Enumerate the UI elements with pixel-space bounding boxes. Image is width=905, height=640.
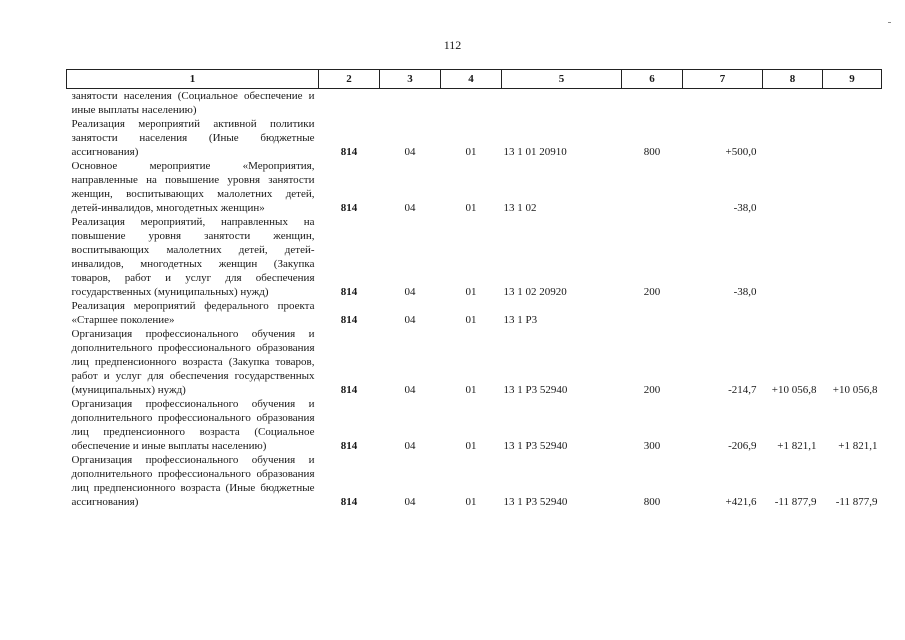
grbs-code-cell: 814 [340, 496, 358, 508]
expense-type-cell [622, 159, 683, 215]
grbs-code-cell [319, 89, 380, 118]
target-article-cell: 13 1 P3 52940 [503, 496, 568, 508]
expense-type-cell [622, 89, 683, 118]
section-code-cell: 04 [404, 202, 416, 214]
subsection-code-cell: 01 [465, 146, 477, 158]
grbs-code-cell: 814 [340, 146, 358, 158]
grbs-code-cell: 814 [340, 314, 358, 326]
table-row [67, 299, 882, 327]
amount-col7-cell [683, 89, 763, 118]
grbs-code-cell: 814 [340, 286, 358, 298]
table-row [67, 117, 882, 159]
subsection-code-cell: 01 [465, 496, 477, 508]
expense-type-cell [622, 299, 683, 327]
section-code-cell: 04 [404, 440, 416, 452]
target-article-cell: 13 1 P3 [503, 314, 538, 326]
section-code-cell: 04 [404, 314, 416, 326]
header-cell: 6 [622, 70, 683, 89]
row-name-cell: Реализация мероприятий федерального проекта «Старшее поколение» [71, 300, 315, 326]
grbs-code-cell: 814 [340, 202, 358, 214]
subsection-code-cell: 01 [465, 202, 477, 214]
expense-type-cell: 800 [643, 146, 661, 158]
amount-col8-cell [763, 89, 823, 118]
table-row [67, 215, 882, 299]
table-row [67, 397, 882, 453]
subsection-code-cell: 01 [465, 440, 477, 452]
amount-col8-cell: +10 056,8 [771, 384, 817, 396]
section-code-cell [380, 89, 441, 118]
row-name-cell: занятости населения (Социальное обеспечение и иные выплаты населению) [71, 90, 315, 116]
amount-col8-cell: -11 877,9 [774, 496, 817, 508]
header-cell: 3 [380, 70, 441, 89]
grbs-code-cell: 814 [340, 384, 358, 396]
row-name-cell: Реализация мероприятий активной политики занятости населения (Иные бюджетные ассигнования) [71, 118, 315, 158]
header-cell: 5 [502, 70, 622, 89]
amount-col9-cell [823, 299, 882, 327]
row-name-cell: Организация профессионального обучения и дополнительного профессионального образования лиц предпенсионного возраста (Иные бюджетные ассигнования) [71, 454, 315, 508]
expense-type-cell: 200 [643, 384, 661, 396]
amount-col9-cell [823, 117, 882, 159]
expense-type-cell: 200 [643, 286, 661, 298]
amount-col7-cell: +421,6 [725, 496, 757, 508]
amount-col9-cell [823, 89, 882, 118]
table-row [67, 89, 882, 118]
amount-col7-cell: -214,7 [728, 384, 757, 396]
row-name-cell: Организация профессионального обучения и дополнительного профессионального образования лиц предпенсионного возраста (Социальное обеспечение и иные выплаты населению) [71, 398, 315, 452]
header-cell: 4 [441, 70, 502, 89]
header-cell: 8 [763, 70, 823, 89]
subsection-code-cell: 01 [465, 384, 477, 396]
grbs-code-cell: 814 [340, 440, 358, 452]
header-cell: 7 [683, 70, 763, 89]
target-article-cell: 13 1 P3 52940 [503, 384, 568, 396]
target-article-cell: 13 1 P3 52940 [503, 440, 568, 452]
amount-col7-cell: -206,9 [728, 440, 757, 452]
target-article-cell: 13 1 01 20910 [503, 146, 567, 158]
table-row [67, 327, 882, 397]
amount-col7-cell: +500,0 [725, 146, 757, 158]
section-code-cell: 04 [404, 146, 416, 158]
subsection-code-cell: 01 [465, 314, 477, 326]
expense-type-cell: 300 [643, 440, 661, 452]
page-number: 112 [443, 38, 462, 52]
row-name-cell: Реализация мероприятий, направленных на повышение уровня занятости женщин, воспитывающих малолетних детей, детей-инвалидов, многодетных женщин (Закупка товаров, работ и услуг для обеспечения государственных (муниципальных) нужд) [71, 216, 315, 298]
amount-col9-cell [823, 215, 882, 299]
amount-col7-cell: -38,0 [733, 202, 757, 214]
amount-col8-cell [763, 215, 823, 299]
header-cell: 2 [319, 70, 380, 89]
section-code-cell: 04 [404, 384, 416, 396]
row-name-cell: Основное мероприятие «Мероприятия, направленные на повышение уровня занятости женщин, воспитывающих малолетних детей, детей-инвалидов, многодетных женщин» [71, 160, 315, 214]
table-row [67, 159, 882, 215]
section-code-cell: 04 [404, 286, 416, 298]
amount-col8-cell [763, 117, 823, 159]
amount-col8-cell: +1 821,1 [777, 440, 817, 452]
row-name-cell: Организация профессионального обучения и дополнительного профессионального образования лиц предпенсионного возраста (Закупка товаров, работ и услуг для обеспечения государственных (муниципальных) нужд) [71, 328, 315, 396]
header-cell: 1 [67, 70, 319, 89]
header-cell: 9 [823, 70, 882, 89]
subsection-code-cell: 01 [465, 286, 477, 298]
expense-type-cell: 800 [643, 496, 661, 508]
subsection-code-cell [441, 89, 502, 118]
amount-col7-cell: -38,0 [733, 286, 757, 298]
amount-col7-cell [683, 299, 763, 327]
section-code-cell: 04 [404, 496, 416, 508]
amount-col9-cell: +10 056,8 [832, 384, 878, 396]
corner-mark [888, 22, 891, 23]
amount-col9-cell [823, 159, 882, 215]
target-article-cell: 13 1 02 20920 [503, 286, 567, 298]
header-row [67, 70, 882, 89]
target-article-cell [502, 89, 622, 118]
table-row [67, 453, 882, 509]
table-body [67, 89, 882, 510]
amount-col8-cell [763, 159, 823, 215]
amount-col9-cell: -11 877,9 [835, 496, 878, 508]
budget-table [66, 69, 882, 509]
amount-col8-cell [763, 299, 823, 327]
target-article-cell: 13 1 02 [503, 202, 537, 214]
amount-col9-cell: +1 821,1 [838, 440, 878, 452]
